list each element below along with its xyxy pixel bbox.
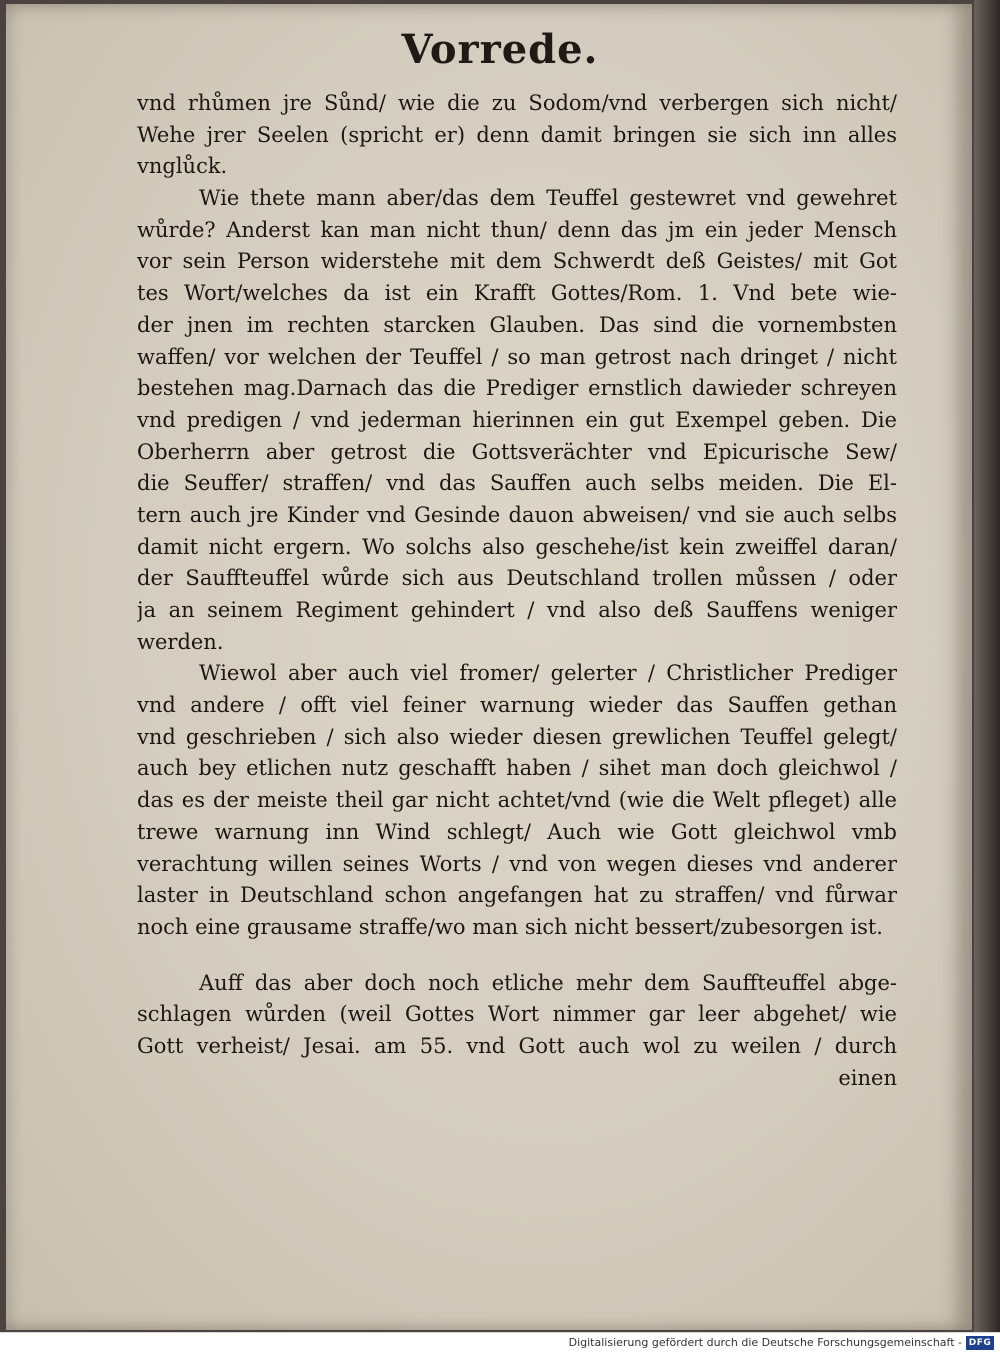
text-line: die Seuffer/ straffen/ vnd das Sauffen auch selbs meiden. Die El-: [137, 471, 897, 496]
text-line: das es der meiste theil gar nicht achtet/vnd (wie die Welt pfleget) alle: [137, 788, 897, 813]
text-line: vnd rhůmen jre Sůnd/ wie die zu Sodom/vnd verbergen sich nicht/: [137, 91, 897, 115]
page-text: [137, 88, 897, 1094]
text-line: der jnen im rechten starcken Glauben. Das sind die vornembsten: [137, 312, 897, 337]
text-line: Wehe jrer Seelen (spricht er) denn damit bringen sie sich inn alles: [137, 122, 897, 147]
text-line: trewe warnung inn Wind schlegt/ Auch wie Gott gleichwol vmb: [137, 819, 897, 844]
dfg-logo-icon: DFG: [966, 1336, 994, 1350]
text-line: laster in Deutschland schon angefangen hat zu straffen/ vnd fůrwar: [137, 883, 897, 908]
text-line: damit nicht ergern. Wo solchs also geschehe/ist kein zweiffel daran/: [137, 534, 897, 559]
text-line: tern auch jre Kinder vnd Gesinde dauon abweisen/ vnd sie auch selbs: [137, 502, 897, 527]
text-line: werden.: [137, 629, 224, 654]
text-line: Oberherrn aber getrost die Gottsverächter vnd Epicurische Sew/: [137, 439, 897, 464]
text-line: wůrde? Anderst kan man nicht thun/ denn das jm ein jeder Mensch: [137, 217, 897, 242]
catchword: einen: [838, 1065, 897, 1090]
footer-bar: [0, 1332, 1000, 1355]
text-line: Wie thete mann aber/das dem Teuffel gestewret vnd gewehret: [199, 186, 897, 211]
text-line: vnd andere / offt viel feiner warnung wieder das Sauffen gethan: [137, 693, 897, 718]
text-line: noch eine grausame straffe/wo man sich nicht bessert/zubesorgen ist.: [137, 914, 883, 939]
text-line: waffen/ vor welchen der Teuffel / so man getrost nach dringet / nicht: [137, 344, 897, 369]
text-line: tes Wort/welches da ist ein Krafft Gottes/Rom. 1. Vnd bete wie-: [137, 281, 897, 306]
text-line: ja an seinem Regiment gehindert / vnd also deß Sauffens weniger: [137, 598, 897, 622]
text-line: Auff das aber doch noch etliche mehr dem Sauffteuffel abge-: [199, 970, 897, 995]
text-line: vnd geschrieben / sich also wieder diesen grewlichen Teuffel gelegt/: [137, 724, 897, 749]
text-line: schlagen wůrden (weil Gottes Wort nimmer gar leer abgehet/ wie: [137, 1002, 897, 1027]
text-line: vor sein Person widerstehe mit dem Schwerdt deß Geistes/ mit Got: [137, 249, 897, 274]
text-line: der Sauffteuffel wůrde sich aus Deutschland trollen můssen / oder: [137, 566, 897, 591]
text-line: Gott verheist/ Jesai. am 55. vnd Gott auch wol zu weilen / durch: [137, 1033, 897, 1058]
page-edge-shadow: [974, 0, 1000, 1332]
page-heading: Vorrede.: [401, 26, 599, 73]
text-line: verachtung willen seines Worts / vnd von wegen dieses vnd anderer: [137, 851, 897, 876]
text-line: Wiewol aber auch viel fromer/ gelerter / Christlicher Prediger: [199, 661, 897, 686]
funding-notice: Digitalisierung gefördert durch die Deutsche Forschungsgemeinschaft -: [568, 1336, 962, 1349]
text-line: vnglůck.: [137, 154, 228, 179]
text-line: auch bey etlichen nutz geschafft haben / sihet man doch gleichwol /: [137, 756, 897, 781]
text-line: vnd predigen / vnd jederman hierinnen ein gut Exempel geben. Die: [137, 407, 897, 432]
text-line: bestehen mag.Darnach das die Prediger ernstlich dawieder schreyen: [137, 376, 897, 401]
